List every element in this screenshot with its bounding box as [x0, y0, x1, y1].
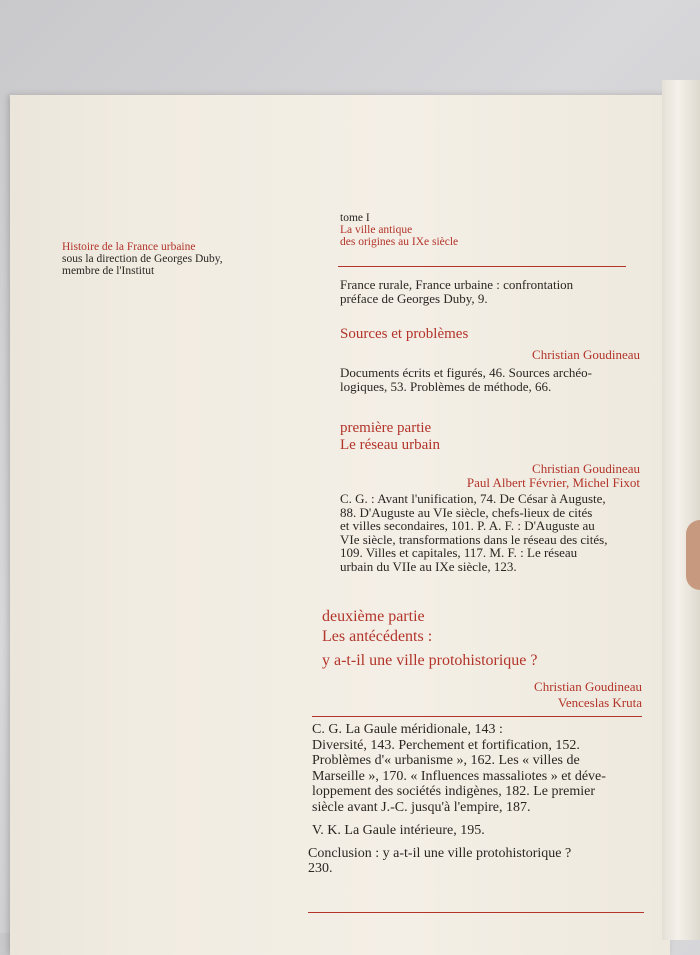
part1-author2: Paul Albert Février, Michel Fixot [466, 475, 640, 490]
part2-label: deuxième partie [322, 608, 425, 625]
part2-author1: Christian Goudineau [534, 679, 642, 694]
part2-line: Problèmes d'« urbanisme », 162. Les « villes de [312, 753, 580, 768]
series-member: membre de l'Institut [62, 265, 155, 277]
sources-line1: Documents écrits et figurés, 46. Sources archéo- [340, 365, 592, 380]
part1-line: VIe siècle, transformations dans le réseau des cités, [340, 531, 608, 547]
series-direction: sous la direction de Georges Duby, [62, 253, 223, 265]
part2-line: loppement des sociétés indigènes, 182. Le premier [312, 784, 596, 799]
part1-line: 109. Villes et capitales, 117. M. F. : Le réseau [340, 545, 578, 561]
conclusion-line1: Conclusion : y a-t-il une ville protohistorique ? [308, 846, 572, 861]
part2-text [312, 722, 642, 815]
tome-title-line2: des origines au IXe siècle [340, 236, 459, 248]
part1-line: C. G. : Avant l'unification, 74. De César à Auguste, [340, 491, 606, 506]
sources-text [340, 366, 640, 393]
part1-line: et villes secondaires, 101. P. A. F. : D'Auguste au [340, 518, 595, 534]
tome-title-line1: La ville antique [340, 224, 413, 236]
part2-title1: Les antécédents : [322, 628, 433, 645]
conclusion-line2: 230. [308, 861, 333, 876]
part2-author2: Venceslas Kruta [557, 695, 642, 710]
intro-line1: France rurale, France urbaine : confrontation [340, 277, 574, 292]
part2-vk: V. K. La Gaule intérieure, 195. [312, 823, 485, 838]
series-block [62, 241, 223, 277]
part1-line: 88. D'Auguste au VIe siècle, chefs-lieux de cités [340, 504, 593, 520]
part2-line: siècle avant J.-C. jusqu'à l'empire, 187. [312, 799, 531, 815]
tome-block [340, 212, 640, 248]
part2-line: Diversité, 143. Perchement et fortification, 152. [312, 737, 580, 753]
part1-line: urbain du VIIe au IXe siècle, 123. [340, 558, 517, 574]
intro-line2: préface de Georges Duby, 9. [340, 290, 488, 306]
part2-line: C. G. La Gaule méridionale, 143 : [312, 722, 503, 737]
part1-author1: Christian Goudineau [532, 461, 640, 476]
sources-line2: logiques, 53. Problèmes de méthode, 66. [340, 378, 552, 394]
part1-label: première partie [340, 420, 432, 436]
divider-mid [312, 716, 642, 717]
intro-block [340, 278, 640, 305]
part1-title: Le réseau urbain [340, 437, 440, 453]
tome-label: tome I [340, 212, 370, 224]
sources-heading: Sources et problèmes [340, 326, 469, 342]
divider-bottom [308, 912, 644, 913]
part2-line: Marseille », 170. « Influences massaliotes » et déve- [312, 768, 606, 784]
part2-title2: y a-t-il une ville protohistorique ? [322, 652, 538, 669]
sources-author: Christian Goudineau [532, 347, 640, 362]
part2-conclusion [308, 846, 644, 876]
divider-top [338, 266, 626, 267]
thumb [686, 520, 700, 590]
page-edge [662, 80, 700, 940]
series-title: Histoire de la France urbaine [62, 241, 196, 253]
part1-text [340, 492, 642, 574]
